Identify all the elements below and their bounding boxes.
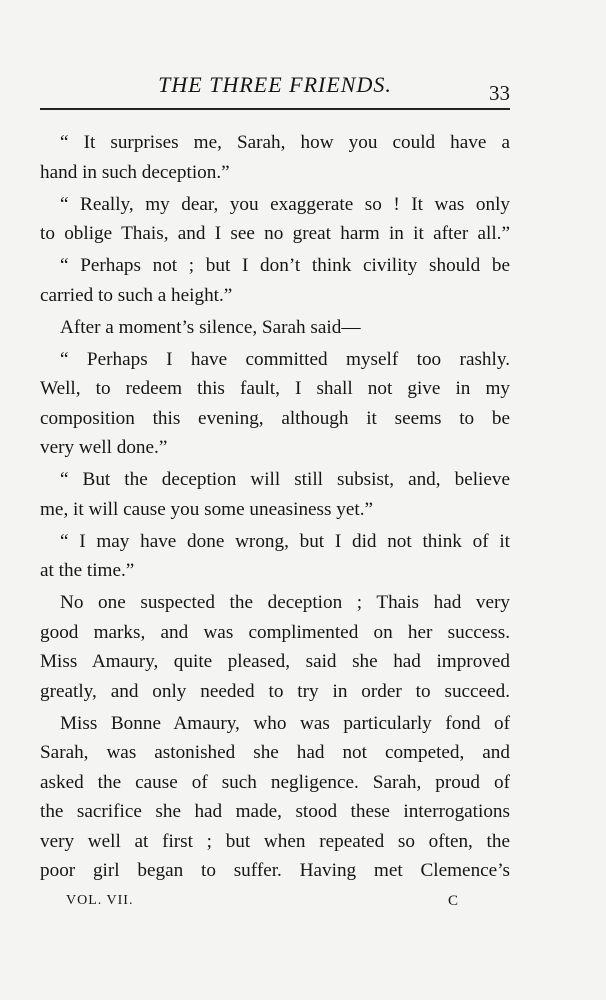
text-line: “ Really, my dear, you exaggerate so ! It was only bbox=[60, 193, 510, 215]
text-line: very well at first ; but when repeated so often, the bbox=[40, 830, 510, 852]
text-line: asked the cause of such negligence. Sarah, proud of bbox=[40, 771, 510, 793]
text-line: greatly, and only needed to try in order to succeed. bbox=[40, 680, 510, 702]
footer-signature: C bbox=[448, 893, 459, 909]
text-line: hand in such deception.” bbox=[40, 161, 230, 183]
text-line: “ Perhaps not ; but I don’t think civility should be bbox=[60, 255, 510, 276]
text-line: Well, to redeem this fault, I shall not give in my bbox=[40, 378, 510, 399]
text-line: Sarah, was astonished she had not competed, and bbox=[40, 742, 510, 763]
footer-volume: VOL. VII. bbox=[66, 893, 134, 908]
text-line: “ It surprises me, Sarah, how you could have a bbox=[60, 132, 510, 153]
text-line: to oblige Thais, and I see no great harm in it after all.” bbox=[40, 223, 510, 244]
text-line: composition this evening, although it seems to be bbox=[40, 407, 510, 429]
text-line: “ I may have done wrong, but I did not think of it bbox=[60, 530, 510, 552]
text-line: poor girl began to suffer. Having met Clemence’s bbox=[40, 860, 510, 881]
text-line: After a moment’s silence, Sarah said— bbox=[60, 316, 361, 338]
text-line: very well done.” bbox=[40, 437, 168, 458]
body-text bbox=[40, 128, 510, 886]
text-line: “ But the deception will still subsist, and, believe bbox=[60, 469, 510, 490]
text-line: me, it will cause you some uneasiness yet.” bbox=[40, 498, 374, 520]
text-line: Miss Amaury, quite pleased, said she had improved bbox=[40, 651, 510, 672]
text-line: at the time.” bbox=[40, 560, 135, 581]
text-line: Miss Bonne Amaury, who was particularly fond of bbox=[60, 712, 510, 734]
text-line: No one suspected the deception ; Thais had very bbox=[60, 592, 510, 613]
header-rule bbox=[40, 108, 510, 110]
running-header-title: THE THREE FRIENDS. bbox=[158, 72, 392, 97]
text-line: the sacrifice she had made, stood these interrogations bbox=[40, 801, 510, 822]
text-line: “ Perhaps I have committed myself too rashly. bbox=[60, 348, 510, 370]
text-line: good marks, and was complimented on her success. bbox=[40, 621, 510, 643]
text-line: carried to such a height.” bbox=[40, 284, 233, 306]
page-number: 33 bbox=[489, 81, 510, 105]
